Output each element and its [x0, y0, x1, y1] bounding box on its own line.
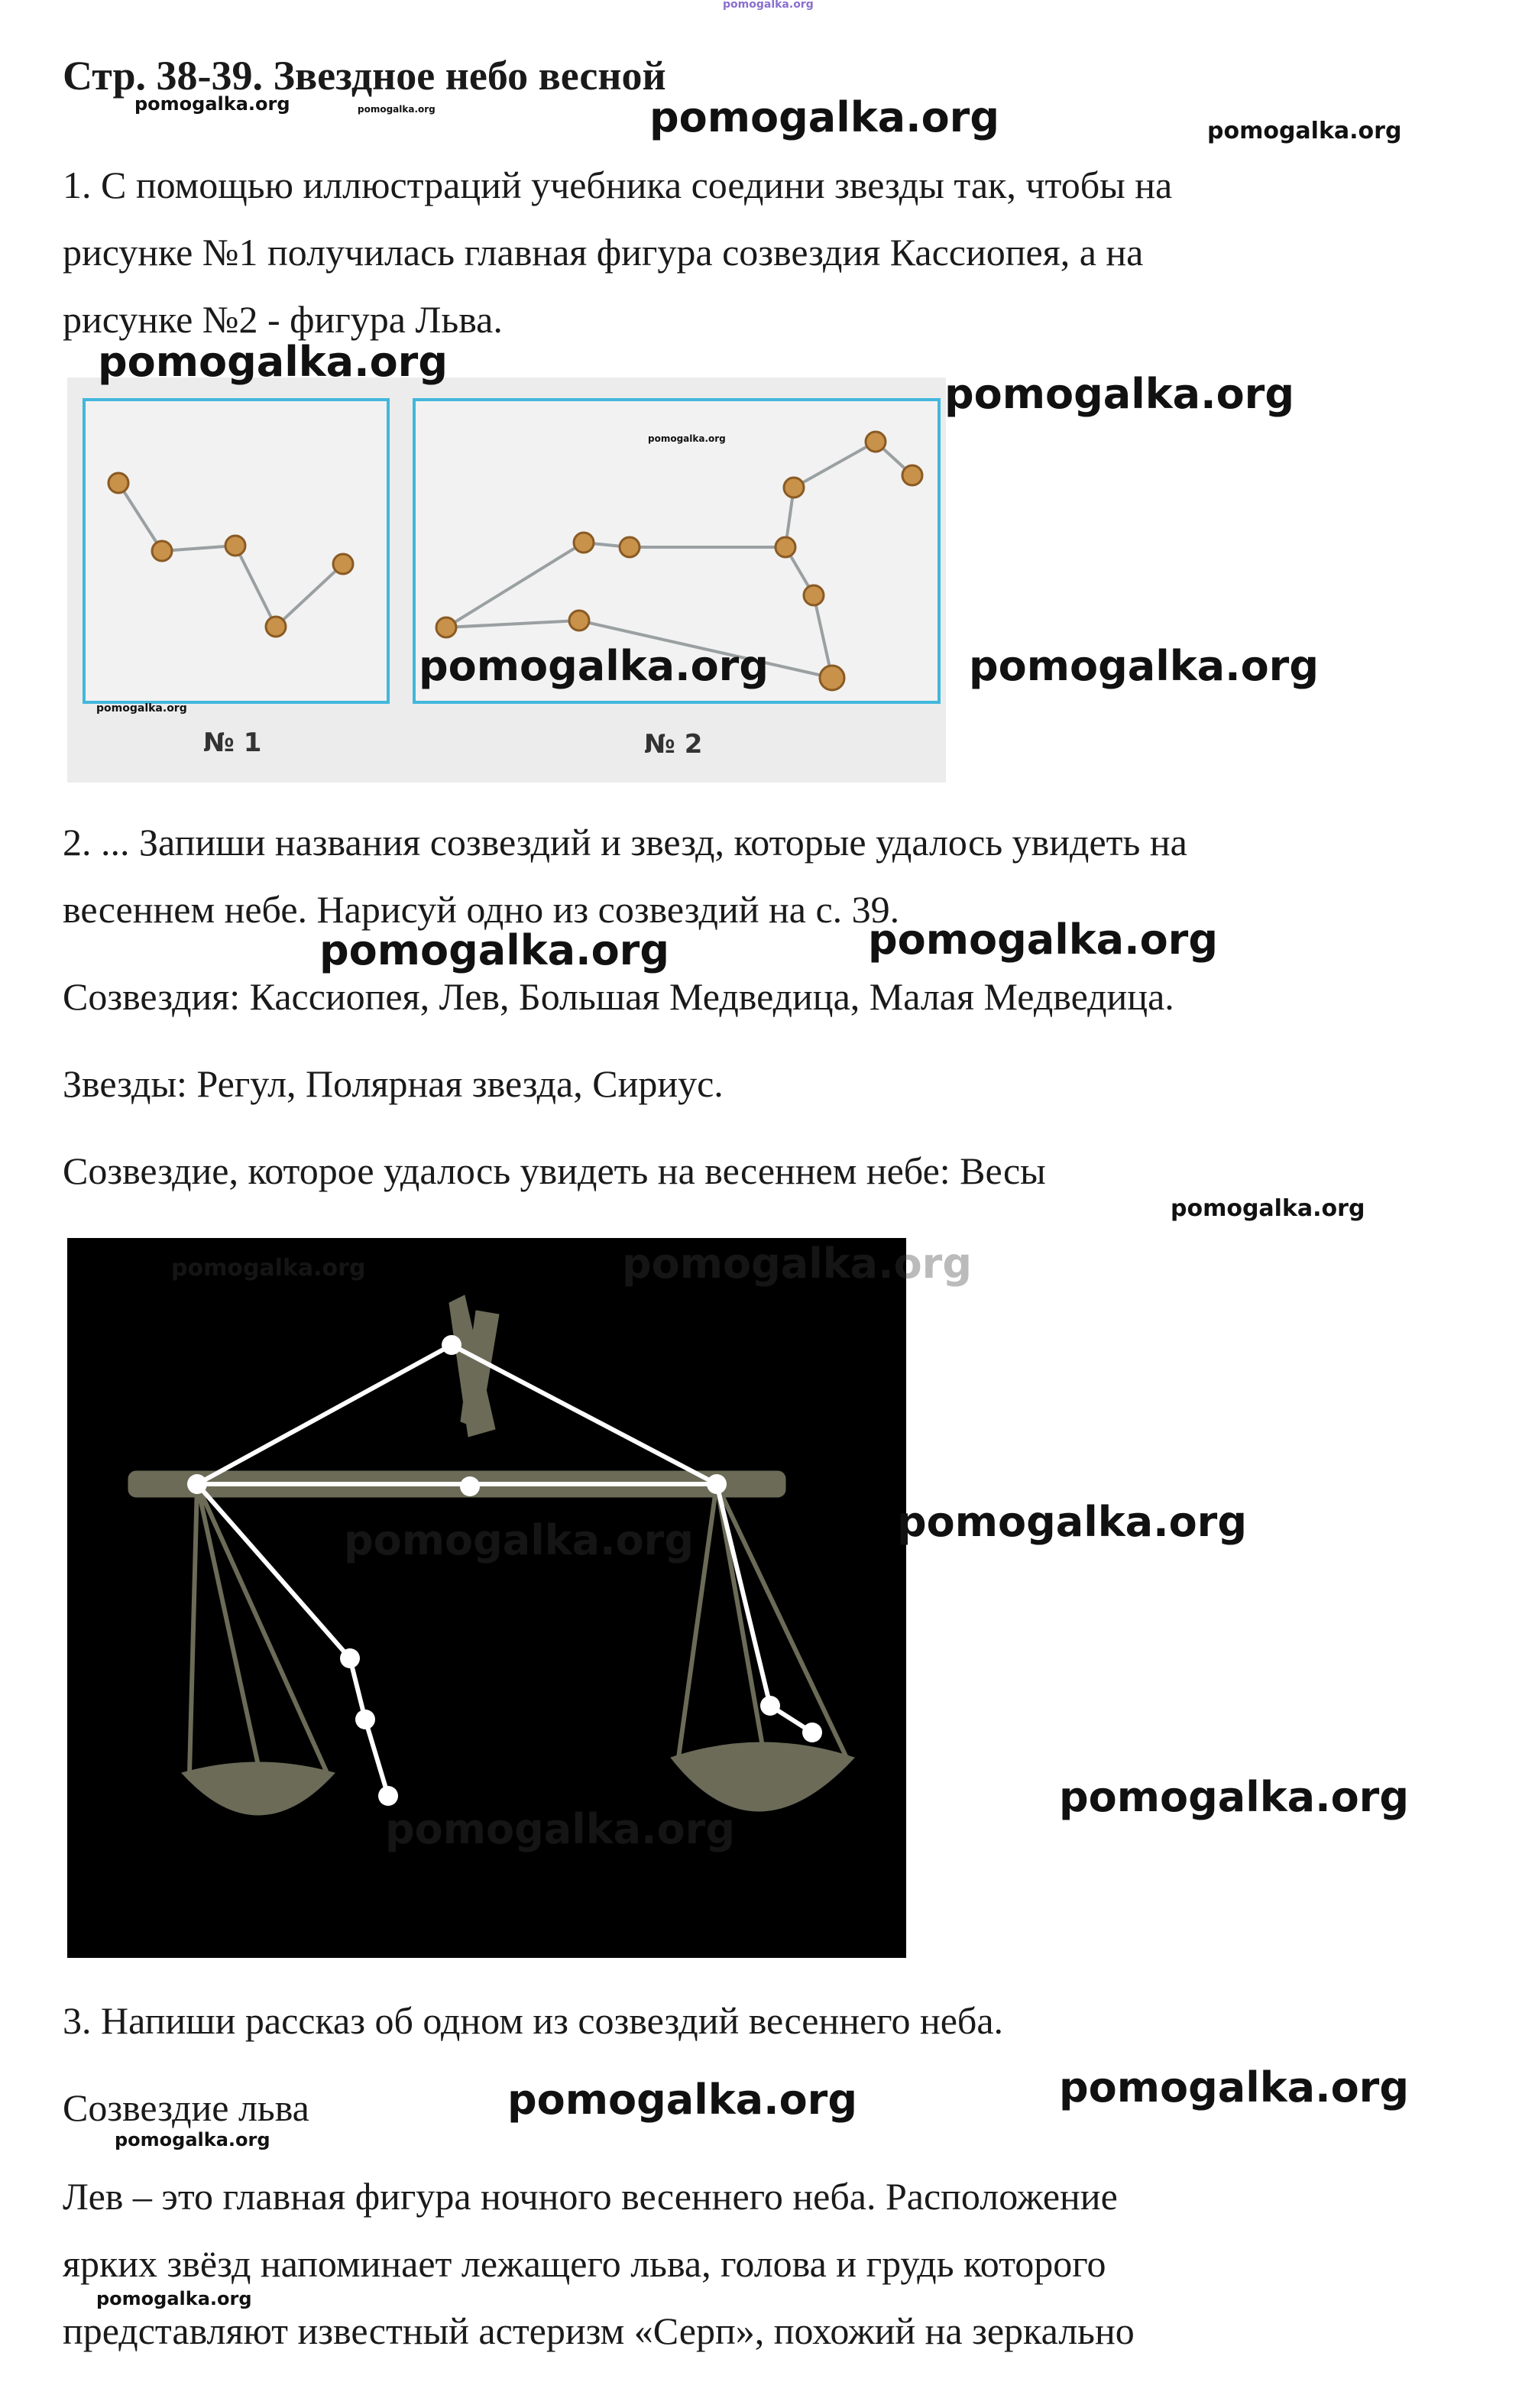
- star: [460, 1476, 480, 1496]
- watermark: pomogalka.org: [385, 1805, 735, 1853]
- right-pan: [671, 1742, 854, 1811]
- star: [804, 585, 824, 605]
- star: [152, 541, 172, 561]
- watermark: pomogalka.org: [1059, 1773, 1409, 1821]
- star: [620, 537, 640, 557]
- task2-line: 2. ... Запиши названия созвездий и звезд, которые удалось увидеть на: [63, 821, 1187, 864]
- constellation-figure: [67, 378, 946, 783]
- task3-line: 3. Напиши рассказ об одном из созвездий весеннего неба.: [63, 1999, 1004, 2042]
- watermark: pomogalka.org: [649, 93, 999, 141]
- star: [266, 617, 286, 637]
- star: [355, 1710, 375, 1729]
- story-line: Лев – это главная фигура ночного весеннего неба. Расположение: [63, 2175, 1118, 2218]
- task2-line: весеннем небе. Нарисуй одно из созвездий на с. 39.: [63, 888, 900, 931]
- watermark: pomogalka.org: [897, 1498, 1247, 1546]
- star: [225, 536, 245, 556]
- star: [820, 666, 844, 690]
- star: [776, 537, 795, 557]
- star: [108, 473, 128, 493]
- cassiopeia-drawing: [86, 401, 387, 701]
- star: [760, 1696, 780, 1716]
- figure-label-1: № 1: [203, 728, 262, 758]
- task1-line: рисунке №2 - фигура Льва.: [63, 298, 503, 341]
- star: [574, 533, 594, 553]
- watermark: pomogalka.org: [1207, 118, 1402, 144]
- task3-heading: Созвездие льва: [63, 2086, 309, 2129]
- star: [436, 617, 456, 637]
- page-title: Стр. 38-39. Звездное небо весной: [63, 53, 666, 99]
- watermark: pomogalka.org: [344, 1516, 694, 1564]
- watermark: pomogalka.org: [507, 2076, 857, 2124]
- watermark: pomogalka.org: [969, 642, 1319, 690]
- seen-constellation-answer: Созвездие, которое удалось увидеть на весеннем небе: Весы: [63, 1149, 1046, 1192]
- watermark: pomogalka.org: [96, 2288, 252, 2309]
- libra-figure: [67, 1238, 972, 1958]
- star: [378, 1786, 398, 1806]
- star: [802, 1723, 822, 1742]
- stars-answer: Звезды: Регул, Полярная звезда, Сириус.: [63, 1062, 724, 1105]
- left-pan: [182, 1762, 335, 1815]
- star: [784, 478, 804, 497]
- star: [442, 1335, 461, 1355]
- watermark: pomogalka.org: [134, 93, 290, 115]
- watermark: pomogalka.org: [868, 916, 1218, 964]
- watermark: pomogalka.org: [171, 1255, 366, 1282]
- watermark: pomogalka.org: [358, 104, 436, 115]
- watermark: pomogalka.org: [944, 370, 1294, 418]
- story-line: представляют известный астеризм «Серп», похожий на зеркально: [63, 2309, 1135, 2352]
- watermark: pomogalka.org: [319, 926, 669, 974]
- star: [866, 432, 886, 452]
- task1-line: 1. С помощью иллюстраций учебника соедини звезды так, чтобы на: [63, 164, 1173, 206]
- figure-label-2: № 2: [644, 729, 703, 760]
- watermark: pomogalka.org: [622, 1240, 972, 1288]
- constellations-answer: Созвездия: Кассиопея, Лев, Большая Медведица, Малая Медведица.: [63, 975, 1174, 1018]
- star: [333, 554, 353, 574]
- watermark: pomogalka.org: [648, 433, 726, 444]
- watermark: pomogalka.org: [1171, 1195, 1365, 1222]
- watermark: pomogalka.org: [115, 2129, 270, 2150]
- task1-line: рисунке №1 получилась главная фигура созвездия Кассиопея, а на: [63, 231, 1144, 274]
- star: [187, 1474, 207, 1494]
- star: [707, 1474, 727, 1494]
- story-line: ярких звёзд напоминает лежащего льва, голова и грудь которого: [63, 2242, 1106, 2285]
- cassiopeia-panel: [83, 398, 390, 715]
- header-watermark: pomogalka.org: [723, 0, 814, 11]
- star: [902, 465, 922, 485]
- watermark: pomogalka.org: [98, 338, 448, 386]
- watermark: pomogalka.org: [96, 702, 187, 715]
- star: [569, 611, 589, 630]
- watermark: pomogalka.org: [419, 642, 769, 690]
- star: [340, 1648, 360, 1668]
- watermark: pomogalka.org: [1059, 2063, 1409, 2111]
